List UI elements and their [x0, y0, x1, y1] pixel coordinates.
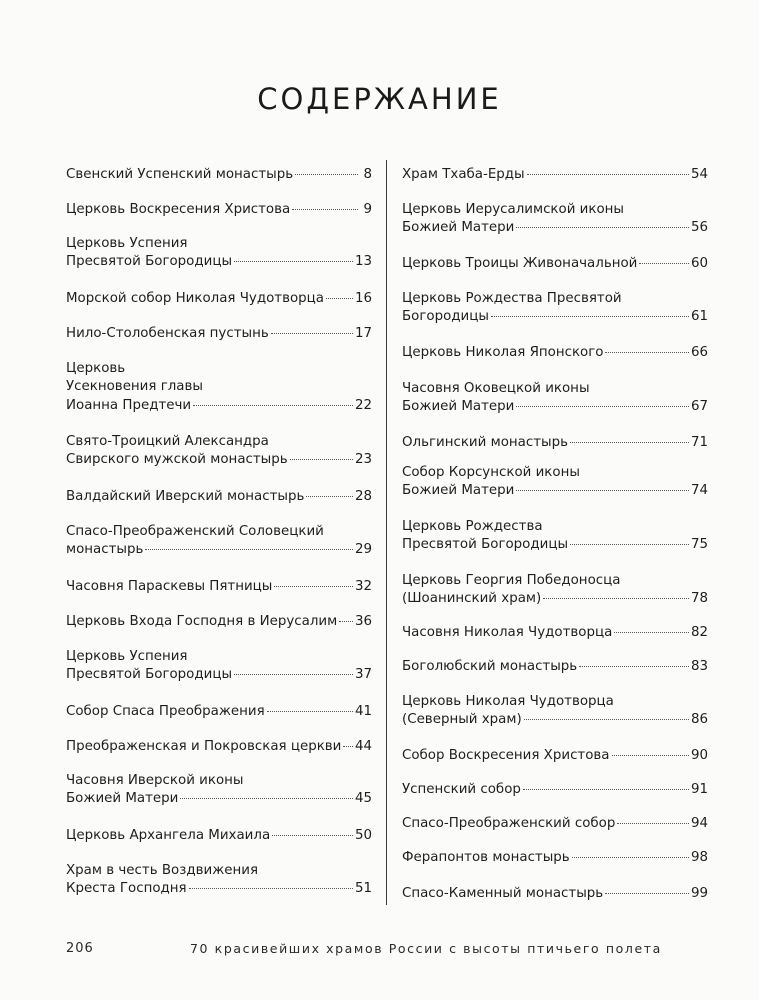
toc-entry-row: [402, 219, 708, 237]
toc-entry[interactable]: [402, 434, 708, 452]
toc-entry-title-line: Церковь Иерусалимской иконы: [402, 202, 624, 217]
toc-entry-row: [402, 482, 708, 500]
toc-entry[interactable]: [66, 360, 372, 415]
toc-entry[interactable]: [66, 488, 372, 506]
toc-entry-title-line: Собор Корсунской иконы: [402, 465, 580, 480]
toc-page-number: 66: [690, 345, 708, 360]
toc-entry-row: [66, 325, 372, 343]
toc-entry[interactable]: [66, 201, 372, 219]
toc-entry[interactable]: [402, 166, 708, 184]
toc-entry-title-line: Церковь Николая Чудотворца: [402, 694, 614, 709]
toc-entry[interactable]: [66, 325, 372, 343]
toc-entry-row: [402, 344, 708, 362]
toc-entry-row: [66, 613, 372, 631]
dot-leader: [527, 173, 689, 175]
toc-entry[interactable]: [402, 201, 708, 238]
toc-page-number: 56: [690, 220, 708, 236]
toc-entry-title-line: Храм в честь Воздвижения: [66, 863, 259, 878]
toc-entry-title-line: Ферапонтов монастырь: [402, 850, 570, 865]
toc-entry-title-line: Спасо-Преображенский Соловецкий: [66, 524, 324, 539]
dot-leader: [234, 260, 353, 262]
toc-entry-title-line: Церковь Николая Японского: [402, 345, 604, 360]
toc-entry-title-line: Спасо-Каменный монастырь: [402, 886, 604, 901]
toc-entry-row: [66, 397, 372, 415]
toc-entry-title-line: Пресвятой Богородицы: [66, 667, 233, 683]
toc-entry-row: [402, 166, 708, 184]
toc-page-number: 28: [354, 489, 372, 504]
toc-entry[interactable]: [402, 747, 708, 765]
toc-entry[interactable]: [402, 693, 708, 730]
dot-leader: [274, 585, 353, 587]
toc-entry-row: [66, 790, 372, 808]
dot-leader: [605, 351, 688, 353]
toc-entry-title-line: Церковь Рождества: [402, 519, 543, 534]
toc-entry-row: [66, 827, 372, 845]
toc-page-number: 91: [690, 782, 708, 797]
toc-entry-row: [66, 880, 372, 898]
toc-entry-title-line: Свято-Троицкий Александра: [66, 434, 269, 449]
toc-entry[interactable]: [402, 290, 708, 327]
toc-entry[interactable]: [66, 290, 372, 308]
toc-entry-row: [66, 541, 372, 559]
page-title: СОДЕРЖАНИЕ: [257, 82, 502, 116]
toc-entry-title-line: Часовня Параскевы Пятницы: [66, 579, 273, 594]
dot-leader: [290, 458, 353, 460]
toc-entry-title-line: монастырь: [66, 542, 144, 558]
dot-leader: [491, 315, 689, 317]
toc-entry[interactable]: [402, 464, 708, 501]
column-divider: [386, 160, 387, 905]
dot-leader: [614, 631, 689, 633]
toc-entry[interactable]: [402, 518, 708, 555]
dot-leader: [524, 718, 689, 720]
dot-leader: [617, 822, 689, 824]
toc-entry-row: [402, 255, 708, 273]
toc-entry-title-line: Спасо-Преображенский собор: [402, 816, 616, 831]
dot-leader: [295, 173, 358, 175]
dot-leader: [516, 489, 689, 491]
dot-leader: [326, 297, 353, 299]
toc-entry-row: [402, 849, 708, 867]
footer-book-title: 70 красивейших храмов России с высоты птичьего полета: [190, 941, 662, 956]
dot-leader: [145, 548, 353, 550]
toc-entry-title-line: Преображенская и Покровская церкви: [66, 739, 342, 754]
toc-page-number: 90: [690, 748, 708, 763]
toc-entry[interactable]: [402, 781, 708, 799]
toc-entry-title-line: Валдайский Иверский монастырь: [66, 489, 305, 504]
toc-page-number: 99: [690, 886, 708, 901]
toc-entry-title-line: Пресвятой Богородицы: [66, 254, 233, 270]
toc-entry[interactable]: [402, 624, 708, 642]
dot-leader: [570, 543, 689, 545]
toc-entry-row: [66, 451, 372, 469]
toc-entry-title-line: Морской собор Николая Чудотворца: [66, 291, 324, 306]
dot-leader: [189, 887, 353, 889]
toc-page-number: 86: [690, 712, 708, 728]
toc-entry-title-line: Ольгинский монастырь: [402, 435, 568, 450]
dot-leader: [306, 495, 353, 497]
dot-leader: [570, 441, 689, 443]
toc-entry[interactable]: [66, 703, 372, 721]
toc-entry-title-line: Собор Воскресения Христова: [402, 748, 610, 763]
toc-page-number: 23: [354, 452, 372, 468]
toc-entry[interactable]: [402, 255, 708, 273]
footer-page-number: 206: [66, 941, 94, 956]
toc-page-number: 94: [690, 816, 708, 831]
toc-page-number: 17: [354, 326, 372, 341]
toc-entry[interactable]: [66, 578, 372, 596]
dot-leader: [605, 892, 689, 894]
toc-page-number: 54: [690, 167, 708, 182]
dot-leader: [516, 405, 689, 407]
toc-entry-title-line: Часовня Николая Чудотворца: [402, 625, 613, 640]
toc-entry[interactable]: [66, 648, 372, 685]
toc-entry-title-line: Церковь Георгия Победоносца: [402, 573, 621, 588]
toc-entry-title-line: Усекновения главы: [66, 379, 203, 395]
toc-entry-row: [402, 815, 708, 833]
toc-entry-title-line: (Северный храм): [402, 712, 522, 728]
dot-leader: [234, 673, 353, 675]
toc-entry-title-line: Церковь Воскресения Христова: [66, 202, 291, 217]
toc-page-number: 29: [354, 542, 372, 558]
toc-page-number: 98: [690, 850, 708, 865]
toc-entry-row: [66, 166, 372, 184]
toc-page-number: 75: [690, 537, 708, 553]
toc-entry-row: [402, 590, 708, 608]
toc-entry-row: [66, 201, 372, 219]
toc-page-number: 60: [690, 256, 708, 271]
toc-entry-title-line: Свирского мужской монастырь: [66, 452, 288, 468]
toc-entry-title-line: Богородицы: [402, 309, 489, 325]
toc-entry[interactable]: [402, 572, 708, 609]
toc-entry-title-line: Церковь Успения: [66, 236, 188, 251]
toc-entry-row: [66, 253, 372, 271]
toc-page-number: 44: [354, 739, 372, 754]
dot-leader: [180, 797, 353, 799]
toc-entry-title-line: Собор Спаса Преображения: [66, 704, 265, 719]
toc-entry-title-line: Церковь Входа Господня в Иерусалим: [66, 614, 338, 629]
toc-page-number: 36: [354, 614, 372, 629]
toc-page-number: 8: [363, 167, 372, 182]
toc-page-number: 16: [354, 291, 372, 306]
dot-leader: [292, 208, 358, 210]
toc-entry-title-line: Божией Матери: [402, 483, 515, 499]
dot-leader: [572, 856, 689, 858]
dot-leader: [543, 597, 689, 599]
toc-entry-row: [402, 398, 708, 416]
dot-leader: [272, 834, 353, 836]
toc-entry-row: [402, 658, 708, 676]
toc-entry[interactable]: [66, 166, 372, 184]
toc-page-number: 32: [354, 579, 372, 594]
toc-entry-row: [66, 488, 372, 506]
toc-entry-row: [402, 624, 708, 642]
toc-entry-title-line: Успенский собор: [402, 782, 521, 797]
dot-leader: [516, 226, 689, 228]
toc-page-number: 83: [690, 659, 708, 674]
toc-page-number: 41: [354, 704, 372, 719]
toc-entry-row: [402, 747, 708, 765]
toc-entry[interactable]: [66, 738, 372, 756]
toc-page-number: 71: [690, 435, 708, 450]
toc-entry-title-line: Храм Тхаба-Ерды: [402, 167, 525, 182]
toc-entry-title-line: Церковь Архангела Михаила: [66, 828, 271, 843]
toc-page-number: 50: [354, 828, 372, 843]
toc-entry-row: [402, 536, 708, 554]
toc-page-number: 9: [363, 202, 372, 217]
toc-entry-title-line: Церковь Троицы Живоначальной: [402, 256, 638, 271]
toc-entry-title-line: Церковь Успения: [66, 649, 188, 664]
toc-page-number: 67: [690, 399, 708, 415]
dot-leader: [343, 745, 353, 747]
toc-entry-row: [66, 666, 372, 684]
toc-page-number: 13: [354, 254, 372, 270]
dot-leader: [267, 710, 353, 712]
dot-leader: [579, 665, 689, 667]
toc-entry[interactable]: [402, 885, 708, 903]
dot-leader: [271, 332, 353, 334]
toc-entry-title-line: Церковь Рождества Пресвятой: [402, 291, 622, 306]
toc-entry-title-line: Часовня Оковецкой иконы: [402, 381, 590, 396]
toc-entry-row: [66, 738, 372, 756]
toc-page-number: 37: [354, 667, 372, 683]
toc-column-right: [402, 0, 708, 930]
toc-entry[interactable]: [66, 827, 372, 845]
toc-entry-row: [402, 781, 708, 799]
toc-page-number: 22: [354, 397, 372, 413]
toc-entry[interactable]: [402, 344, 708, 362]
toc-page-number: 61: [690, 309, 708, 325]
toc-entry[interactable]: [66, 772, 372, 809]
toc-entry-title-line: Часовня Иверской иконы: [66, 773, 244, 788]
toc-page-number: 51: [354, 881, 372, 897]
dot-leader: [523, 788, 689, 790]
toc-page-number: 74: [690, 483, 708, 499]
toc-entry-title-line: Церковь: [66, 361, 126, 376]
toc-entry[interactable]: [66, 433, 372, 470]
dot-leader: [639, 262, 689, 264]
toc-entry-title-line: Пресвятой Богородицы: [402, 537, 569, 553]
toc-entry-row: [66, 578, 372, 596]
toc-column-left: [66, 0, 372, 930]
toc-entry-title-line: Божией Матери: [66, 791, 179, 807]
toc-entry-row: [66, 703, 372, 721]
toc-entry[interactable]: [66, 523, 372, 560]
toc-entry-title-line: Креста Господня: [66, 881, 187, 897]
toc-entry-row: [402, 308, 708, 326]
toc-entry[interactable]: [402, 849, 708, 867]
toc-entry[interactable]: [66, 235, 372, 272]
dot-leader: [339, 620, 353, 622]
toc-page-number: 78: [690, 591, 708, 607]
toc-entry-row: [402, 711, 708, 729]
dot-leader: [612, 754, 689, 756]
toc-entry-row: [66, 290, 372, 308]
toc-entry-title-line: (Шоанинский храм): [402, 591, 542, 607]
toc-entry[interactable]: [66, 862, 372, 899]
toc-entry-row: [402, 434, 708, 452]
toc-entry-title-line: Божией Матери: [402, 220, 515, 236]
toc-entry-row: [402, 885, 708, 903]
toc-entry-title-line: Боголюбский монастырь: [402, 659, 578, 674]
toc-entry-title-line: Божией Матери: [402, 399, 515, 415]
dot-leader: [193, 404, 353, 406]
toc-entry-title-line: Иоанна Предтечи: [66, 397, 192, 413]
toc-entry[interactable]: [402, 658, 708, 676]
toc-entry[interactable]: [402, 815, 708, 833]
toc-page-number: 82: [690, 625, 708, 640]
toc-page-number: 45: [354, 791, 372, 807]
toc-entry-title-line: Свенский Успенский монастырь: [66, 167, 294, 182]
toc-entry-title-line: Нило-Столобенская пустынь: [66, 326, 269, 341]
toc-entry[interactable]: [66, 613, 372, 631]
toc-entry[interactable]: [402, 380, 708, 417]
